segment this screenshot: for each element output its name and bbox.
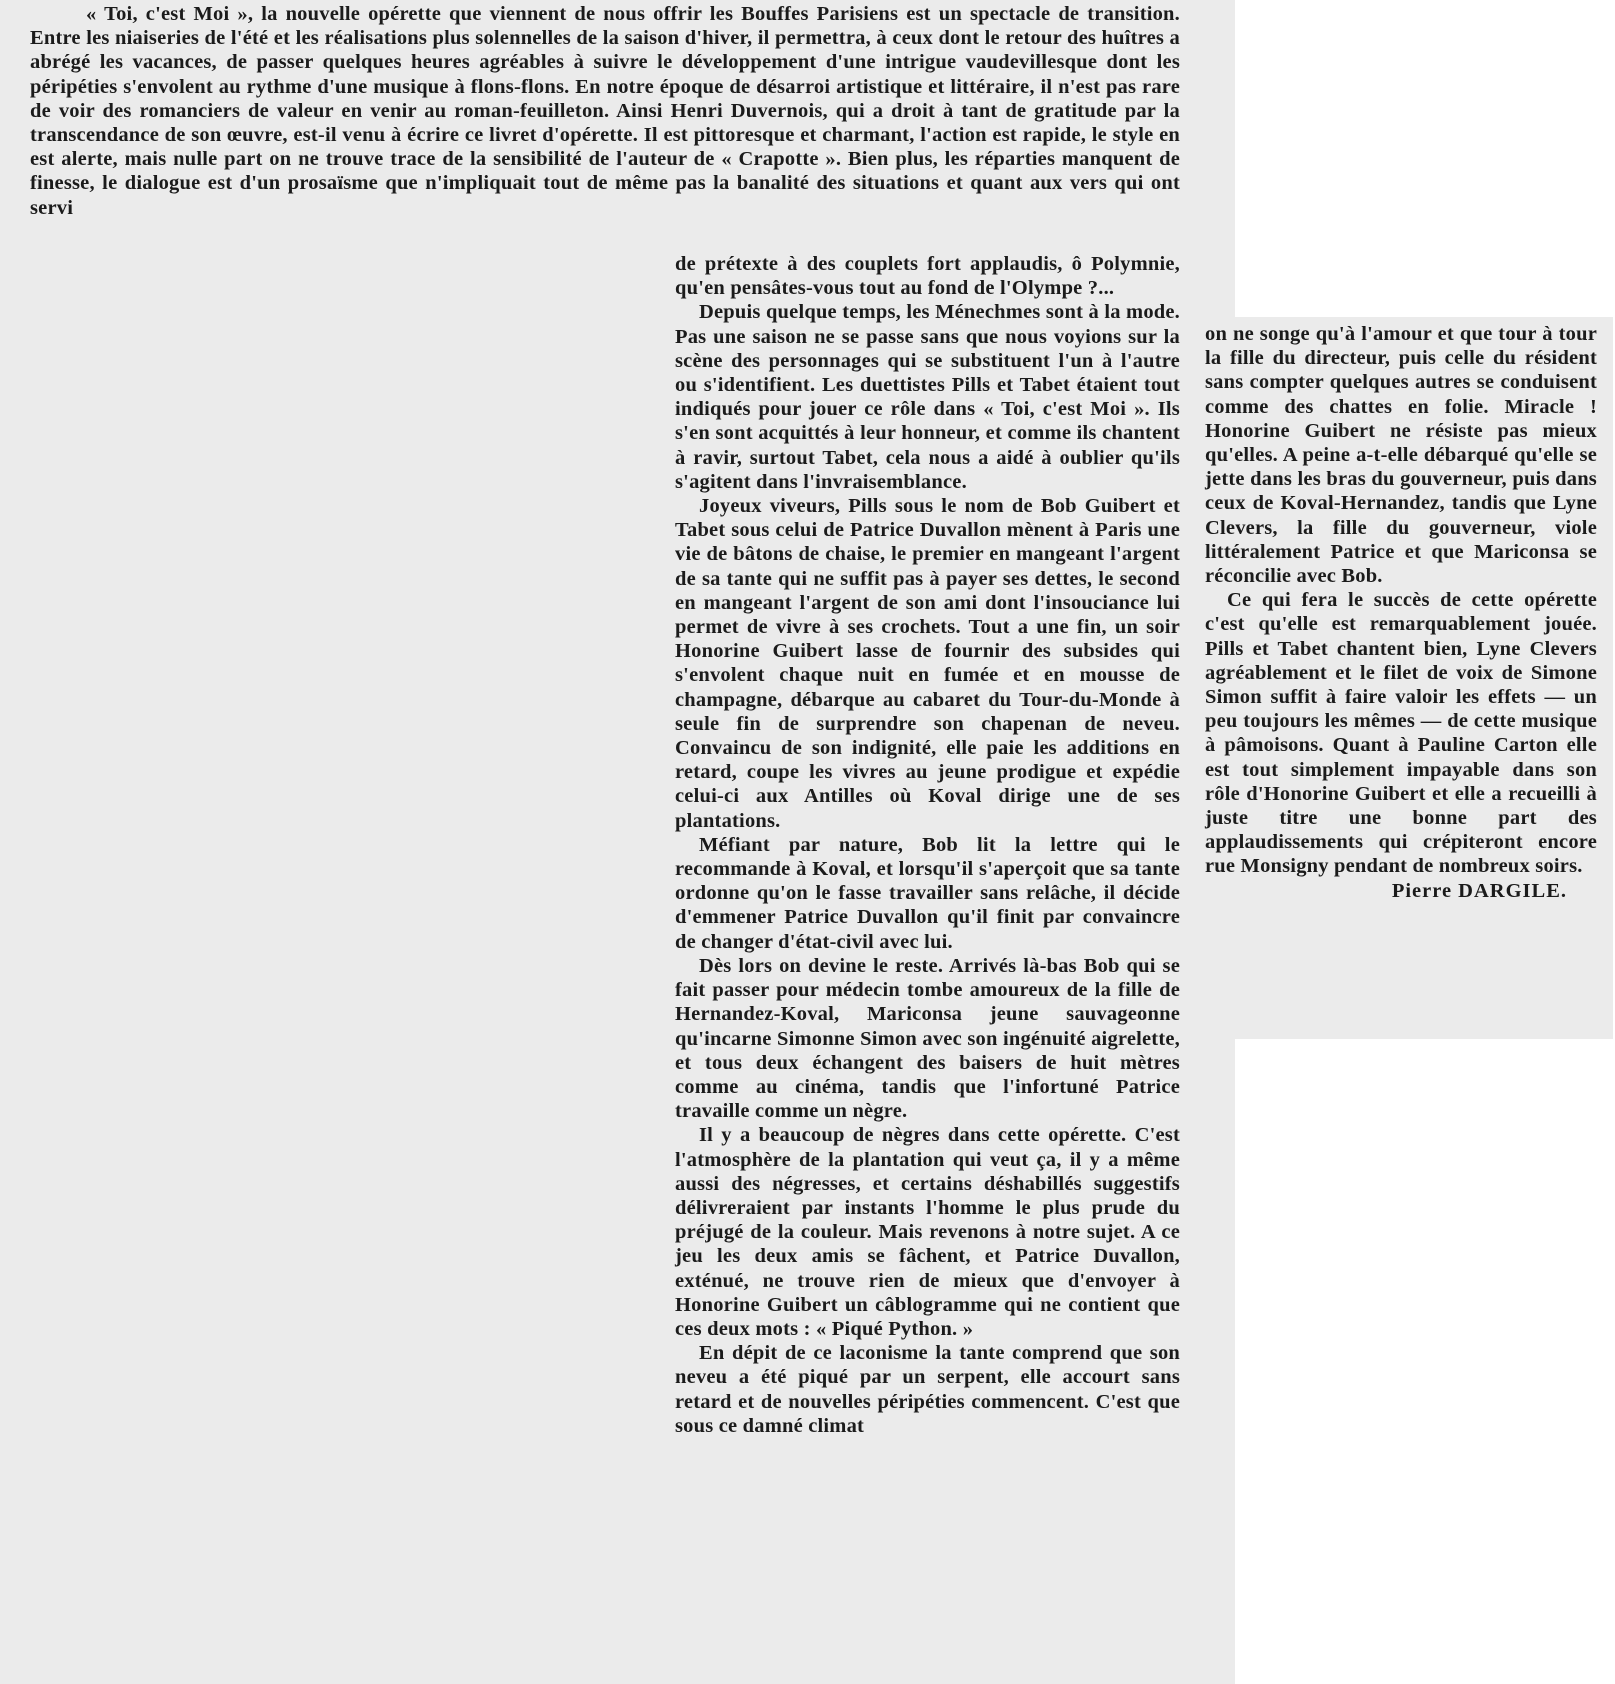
intro-continued: de prétexte à des couplets fort applaudis, ô Polymnie, qu'en pensâtes-vous tout au fond de l'Olympe ?...: [675, 253, 1180, 300]
paragraph: Joyeux viveurs, Pills sous le nom de Bob Guibert et Tabet sous celui de Patrice Duvallon mènent à Paris une vie de bâtons de chaise, le premier en mangeant l'argent de sa tante qui ne suffit pas à payer ses dettes, le second en mangeant l'argent de son ami dont l'insouciance lui permet de vivre à ses crochets. Tout a une fin, un soir Honorine Guibert lasse de fournir des subsides qui s'envolent chaque nuit en fumée et en mousse de champagne, débarque au cabaret du Tour-du-Monde à seule fin de surprendre son chapenan de neveu. Convaincu de son indignité, elle paie les additions en retard, coupe les vivres au jeune prodigue et expédie celui-ci aux Antilles où Koval dirige une de ses plantations.: [675, 495, 1180, 832]
intro-paragraph: [30, 2, 1180, 220]
paragraph: on ne songe qu'à l'amour et que tour à tour la fille du directeur, puis celle du résident sans compter quelques autres se conduisent comme des chattes en folie. Miracle ! Honorine Guibert ne résiste pas mieux qu'elles. A peine a-t-elle débarqué qu'elle se jette dans les bras du gouverneur, puis dans ceux de Koval-Hernandez, tandis que Lyne Clevers, la fille du gouverneur, viole littéralement Patrice et que Mariconsa se réconcilie avec Bob.: [1205, 323, 1597, 588]
paragraph: Il y a beaucoup de nègres dans cette opérette. C'est l'atmosphère de la plantation qui veut ça, il y a même aussi des négresses, et certains déshabillés suggestifs délivreraient par instants l'homme le plus prude du préjugé de la couleur. Mais revenons à notre sujet. A ce jeu les deux amis se fâchent, et Patrice Duvallon, exténué, ne trouve rien de mieux que d'envoyer à Honorine Guibert un câblogramme qui ne contient que ces deux mots : « Piqué Python. »: [675, 1124, 1180, 1340]
intro-text: « Toi, c'est Moi », la nouvelle opérette que viennent de nous offrir les Bouffes Parisiens est un spectacle de transition. Entre les niaiseries de l'été et les réalisations plus solennelles de la saison d'hiver, il permettra, à ceux dont le retour des huîtres a abrégé les vacances, de passer quelques heures agréables à suivre le développement d'une intrigue vaudevillesque dont les péripéties s'envolent au rythme d'une musique à flons-flons. En notre époque de désarroi artistique et littéraire, il n'est pas rare de voir des romanciers de valeur en venir au roman-feuilleton. Ainsi Henri Duvernois, qui a droit à tant de gratitude par la transcendance de son œuvre, est-il venu à écrire ce livret d'opérette. Il est pittoresque et charmant, l'action est rapide, le style en est alerte, mais nulle part on ne trouve trace de la sensibilité de l'auteur de « Crapotte ». Bien plus, les réparties manquent de finesse, le dialogue est d'un prosaïsme que n'impliquait tout de même pas la banalité des situations et quant aux vers qui ont servi: [30, 3, 1180, 219]
paragraph: Méfiant par nature, Bob lit la lettre qui le recommande à Koval, et lorsqu'il s'aperçoit que sa tante ordonne qu'on le fasse travailler sans relâche, il décide d'emmener Patrice Duvallon qu'il finit par convaincre de changer d'état-civil avec lui.: [675, 833, 1180, 953]
paragraph: En dépit de ce laconisme la tante comprend que son neveu a été piqué par un serpent, elle accourt sans retard et de nouvelles péripéties commencent. C'est que sous ce damné climat: [675, 1342, 1180, 1437]
paragraph: Depuis quelque temps, les Ménechmes sont à la mode. Pas une saison ne se passe sans que nous voyions sur la scène des personnages qui se substituent l'un à l'autre ou s'identifient. Les duettistes Pills et Tabet étaient tout indiqués pour jouer ce rôle dans « Toi, c'est Moi ». Ils s'en sont acquittés à leur honneur, et comme ils chantent à ravir, surtout Tabet, cela nous a aidé à oublier qu'ils s'agitent dans l'invraisemblance.: [675, 301, 1180, 493]
middle-column: [675, 252, 1180, 1438]
paragraph: Ce qui fera le succès de cette opérette c'est qu'elle est remarquablement jouée. Pills et Tabet chantent bien, Lyne Clevers agréablement et le filet de voix de Simone Simon suffit à faire valoir les effets — un peu toujours les mêmes — de cette musique à pâmoisons. Quant à Pauline Carton elle est tout simplement impayable dans son rôle d'Honorine Guibert et elle a recueilli à juste titre une bonne part des applaudissements qui crépiteront encore rue Monsigny pendant de nombreux soirs.: [1205, 589, 1597, 878]
right-column: [1205, 322, 1597, 903]
author-signature: Pierre DARGILE.: [1391, 879, 1567, 902]
paragraph: Dès lors on devine le reste. Arrivés là-bas Bob qui se fait passer pour médecin tombe amoureux de la fille de Hernandez-Koval, Mariconsa jeune sauvageonne qu'incarne Simonne Simon avec son ingénuité aigrelette, et tous deux échangent des baisers de huit mètres comme au cinéma, tandis que l'infortuné Patrice travaille comme un nègre.: [675, 954, 1180, 1123]
